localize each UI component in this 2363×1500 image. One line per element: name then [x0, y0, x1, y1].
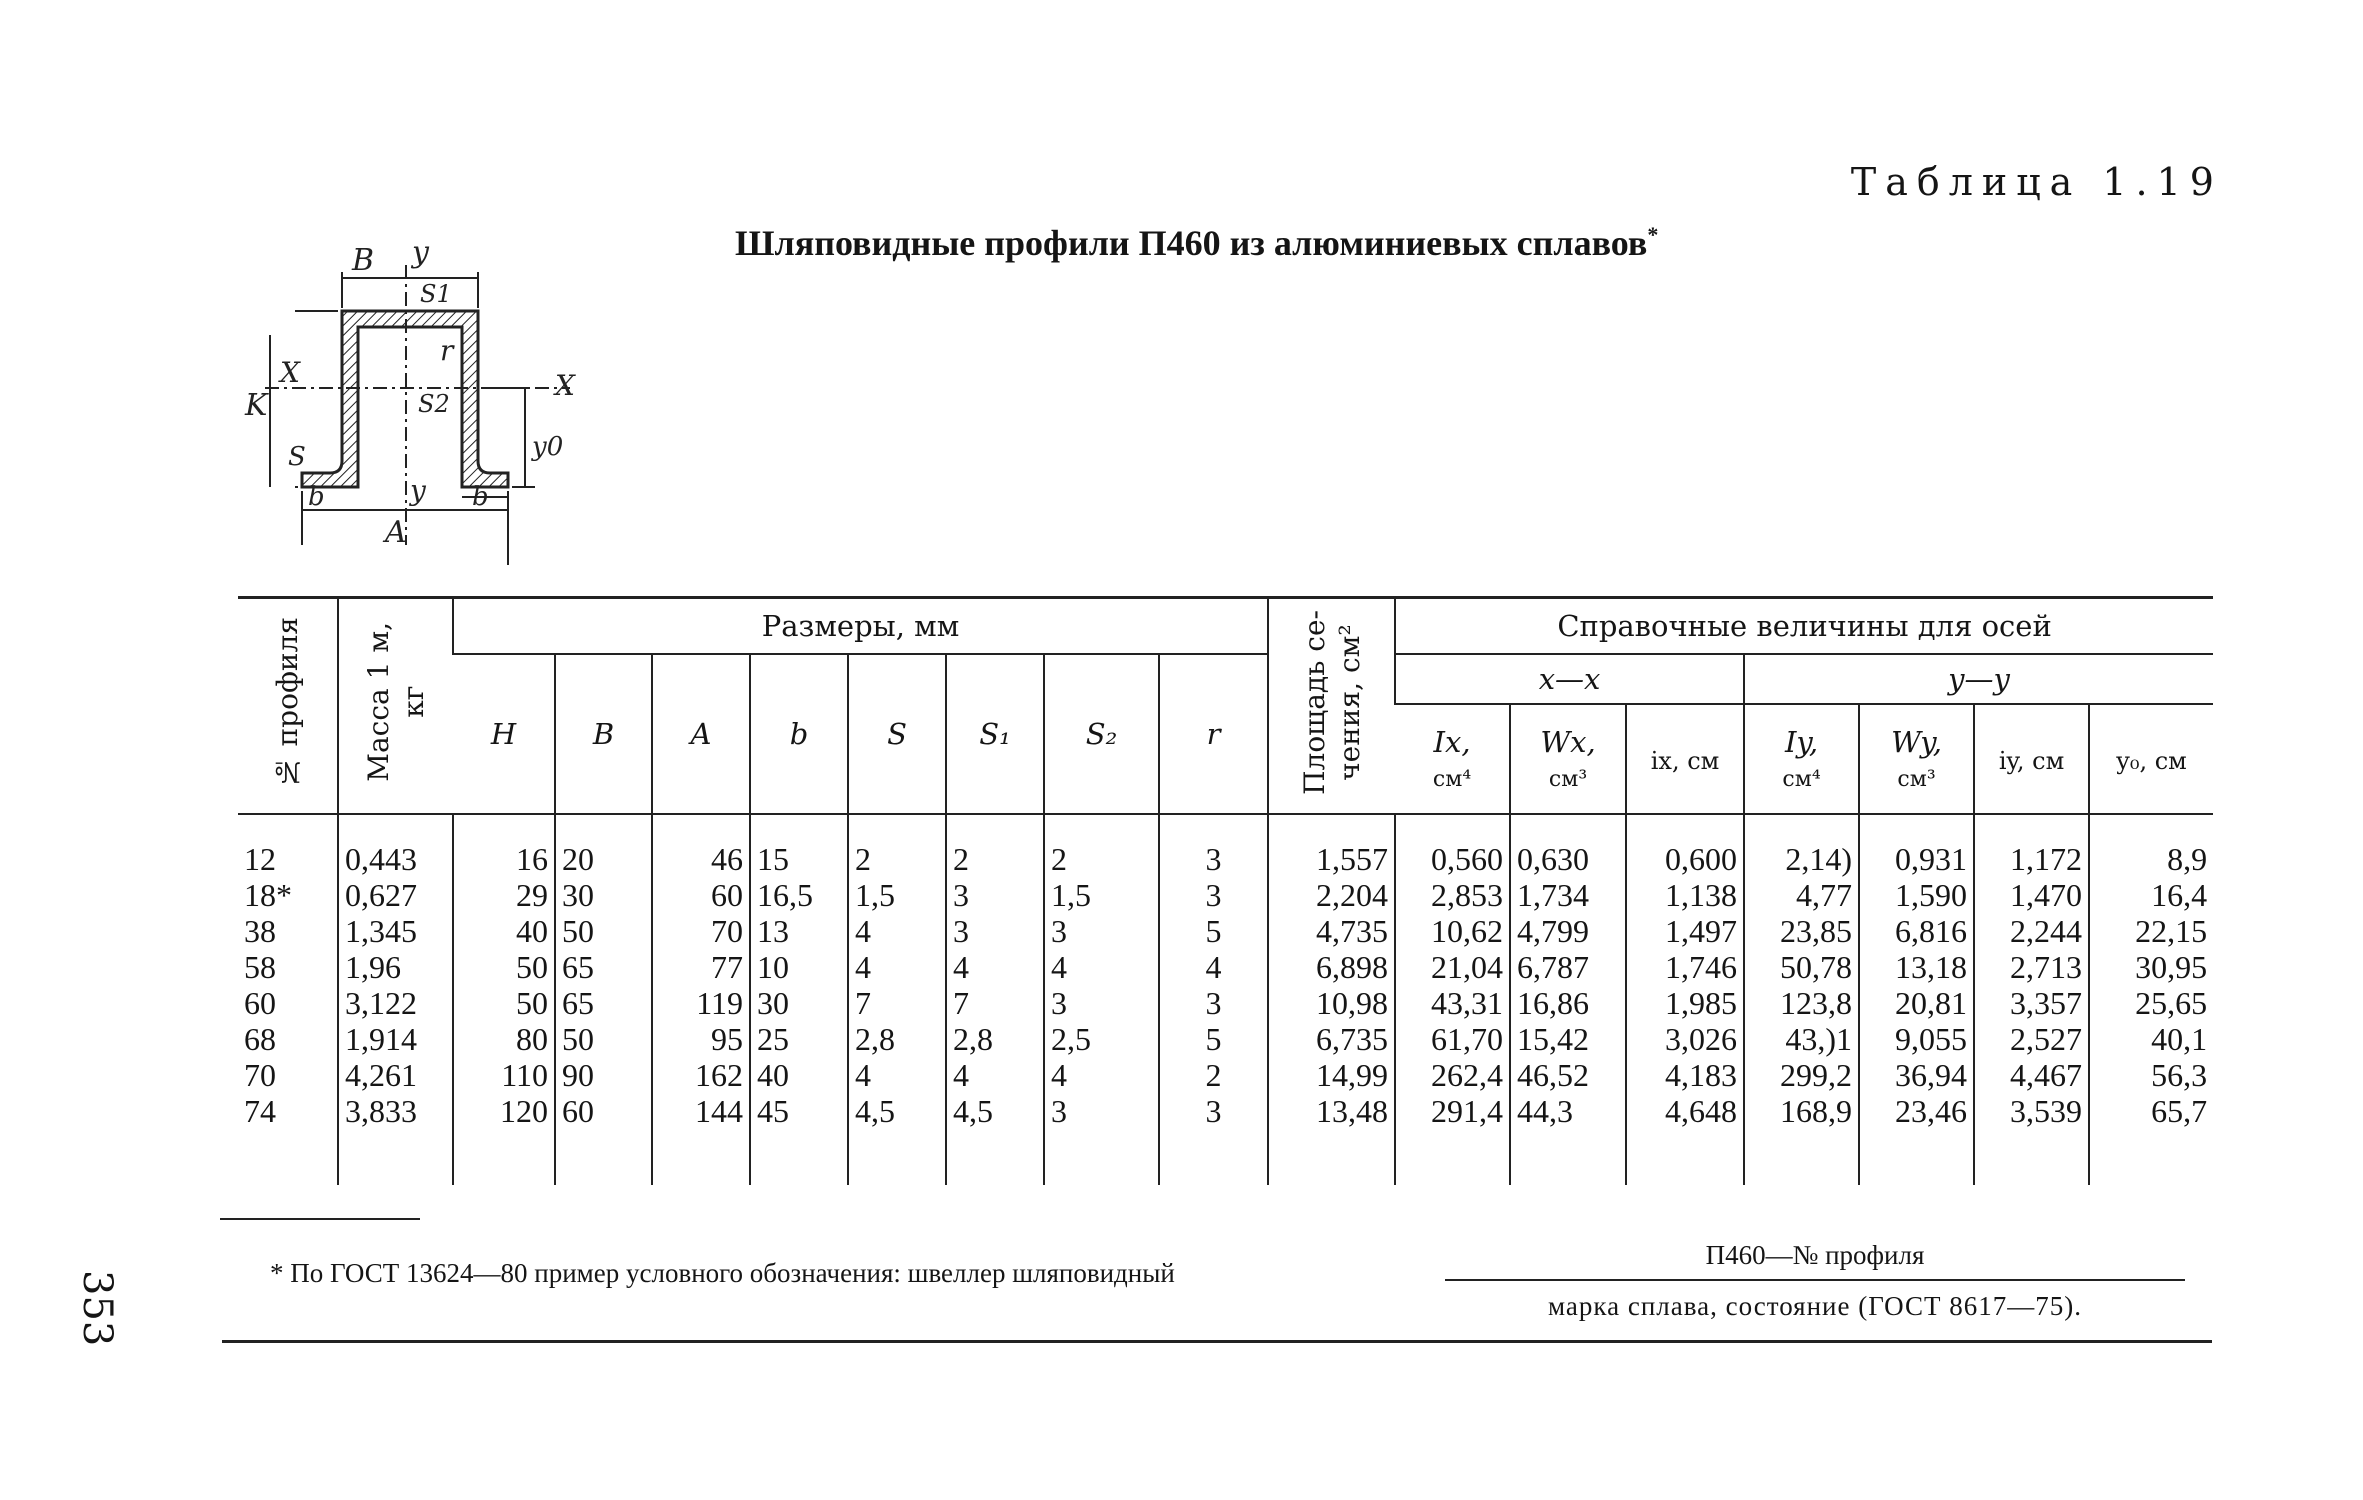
cell-r: 3 — [1159, 877, 1268, 913]
header-H: H — [453, 654, 555, 814]
header-B: B — [555, 654, 652, 814]
header-b: b — [750, 654, 848, 814]
table-row — [238, 913, 2213, 949]
cell-Wy: 9,055 — [1859, 1021, 1974, 1057]
cell-Ix: 262,4 — [1395, 1057, 1510, 1093]
cell-B: 50 — [555, 913, 652, 949]
page-number: 353 — [74, 1270, 120, 1347]
cell-S2: 4 — [1044, 1057, 1159, 1093]
cell-mass: 1,345 — [338, 913, 453, 949]
cell-Wx: 46,52 — [1510, 1057, 1626, 1093]
cell-no: 74 — [244, 1092, 276, 1129]
cell-S1: 3 — [946, 877, 1044, 913]
cell-area: 14,99 — [1268, 1057, 1395, 1093]
cell-ix: 1,746 — [1626, 949, 1744, 985]
cell-H: 40 — [453, 913, 555, 949]
cell-S2: 2 — [1044, 814, 1159, 877]
cell-Ix: 43,31 — [1395, 985, 1510, 1021]
cell-area: 4,735 — [1268, 913, 1395, 949]
cell-ix: 0,600 — [1626, 814, 1744, 877]
header-S: S — [848, 654, 946, 814]
cell-Ix: 2,853 — [1395, 877, 1510, 913]
header-mass: Масса 1 м, кг — [338, 598, 453, 814]
fraction-numerator: П460—№ профиля — [1705, 1240, 1925, 1270]
table-body — [238, 814, 2213, 1185]
cell-mass: 4,261 — [338, 1057, 453, 1093]
label-S1: S1 — [420, 280, 452, 308]
cell-ix: 1,985 — [1626, 985, 1744, 1021]
cell-H: 80 — [453, 1021, 555, 1057]
cell-Ix: 291,4 — [1395, 1093, 1510, 1185]
cell-b: 15 — [750, 814, 848, 877]
cell-no: 70 — [244, 1056, 276, 1093]
cell-Wx: 1,734 — [1510, 877, 1626, 913]
cell-y0: 30,95 — [2089, 949, 2213, 985]
cell-H: 120 — [453, 1093, 555, 1185]
footnote: * По ГОСТ 13624—80 пример условного обозначения: швеллер шляповидный — [270, 1258, 1175, 1288]
cell-B: 60 — [555, 1093, 652, 1185]
header-area: Площадь се- чения, см² — [1268, 598, 1395, 814]
cell-A: 46 — [652, 814, 750, 877]
header-r: r — [1159, 654, 1268, 814]
cell-iy: 3,539 — [1974, 1093, 2089, 1185]
cell-S2: 3 — [1044, 913, 1159, 949]
cell-area: 13,48 — [1268, 1093, 1395, 1185]
cell-H: 50 — [453, 949, 555, 985]
table-row — [238, 985, 2213, 1021]
cell-S2: 3 — [1044, 985, 1159, 1021]
cell-Wx: 16,86 — [1510, 985, 1626, 1021]
table-label: Таблица 1.19 — [1850, 160, 2223, 204]
cell-Ix: 61,70 — [1395, 1021, 1510, 1057]
header-axis-xx: x—x — [1395, 654, 1744, 704]
profile-cross-section-drawing — [240, 240, 600, 570]
header-S1: S₁ — [946, 654, 1044, 814]
profiles-table-wrap — [238, 596, 2213, 1185]
cell-mass: 1,914 — [338, 1021, 453, 1057]
cell-b: 40 — [750, 1057, 848, 1093]
table-row — [238, 949, 2213, 985]
cell-B: 20 — [555, 814, 652, 877]
cell-r: 5 — [1159, 913, 1268, 949]
cell-ix: 3,026 — [1626, 1021, 1744, 1057]
cell-S1: 4 — [946, 1057, 1044, 1093]
cell-area: 6,898 — [1268, 949, 1395, 985]
cell-S: 2 — [848, 814, 946, 877]
cell-H: 110 — [453, 1057, 555, 1093]
cell-b: 45 — [750, 1093, 848, 1185]
cell-area: 1,557 — [1268, 814, 1395, 877]
cell-Iy: 123,8 — [1744, 985, 1859, 1021]
cell-S1: 2,8 — [946, 1021, 1044, 1057]
cell-ix: 4,648 — [1626, 1093, 1744, 1185]
profiles-table — [238, 596, 2213, 1185]
table-row — [238, 877, 2213, 913]
cell-Wx: 15,42 — [1510, 1021, 1626, 1057]
cell-Wy: 20,81 — [1859, 985, 1974, 1021]
header-S2: S₂ — [1044, 654, 1159, 814]
label-B: B — [352, 243, 375, 278]
cell-no: 60 — [244, 984, 276, 1021]
fraction-denominator: марка сплава, состояние (ГОСТ 8617—75). — [1548, 1291, 2082, 1321]
cell-no: 18* — [244, 876, 292, 913]
label-b-right: b — [472, 482, 489, 512]
cell-Wy: 23,46 — [1859, 1093, 1974, 1185]
header-profile-no: № профиля — [238, 598, 338, 814]
cell-no: 58 — [244, 948, 276, 985]
cell-no: 38 — [244, 912, 276, 949]
cell-iy: 3,357 — [1974, 985, 2089, 1021]
cell-area: 2,204 — [1268, 877, 1395, 913]
cell-S: 4 — [848, 1057, 946, 1093]
cell-Wy: 13,18 — [1859, 949, 1974, 985]
label-S: S — [288, 442, 306, 472]
cell-b: 16,5 — [750, 877, 848, 913]
header-axis-yy: y—y — [1744, 654, 2213, 704]
label-S2: S2 — [418, 390, 450, 418]
header-Wy: Wy, см³ — [1859, 704, 1974, 814]
table-title — [735, 222, 1658, 264]
header-A: A — [652, 654, 750, 814]
cell-Wx: 4,799 — [1510, 913, 1626, 949]
cell-Iy: 2,14) — [1744, 814, 1859, 877]
cell-H: 16 — [453, 814, 555, 877]
cell-mass: 0,443 — [338, 814, 453, 877]
cell-b: 13 — [750, 913, 848, 949]
label-y-bottom: y — [410, 474, 426, 507]
cell-Wx: 0,630 — [1510, 814, 1626, 877]
footnote-separator — [220, 1218, 420, 1220]
cell-y0: 25,65 — [2089, 985, 2213, 1021]
cell-S: 7 — [848, 985, 946, 1021]
cell-S2: 2,5 — [1044, 1021, 1159, 1057]
designation-fraction — [1445, 1240, 2185, 1322]
cell-mass: 3,122 — [338, 985, 453, 1021]
bottom-rule — [222, 1340, 2212, 1343]
cell-iy: 1,470 — [1974, 877, 2089, 913]
cell-Wx: 44,3 — [1510, 1093, 1626, 1185]
cell-Iy: 4,77 — [1744, 877, 1859, 913]
cell-S2: 1,5 — [1044, 877, 1159, 913]
cell-S1: 4 — [946, 949, 1044, 985]
cell-ix: 1,138 — [1626, 877, 1744, 913]
cell-r: 3 — [1159, 814, 1268, 877]
cell-B: 50 — [555, 1021, 652, 1057]
cell-Wy: 36,94 — [1859, 1057, 1974, 1093]
cell-B: 30 — [555, 877, 652, 913]
title-footnote-mark: * — [1647, 222, 1659, 247]
cell-S: 4 — [848, 913, 946, 949]
cell-A: 60 — [652, 877, 750, 913]
cell-S2: 3 — [1044, 1093, 1159, 1185]
label-y0: y0 — [532, 432, 564, 462]
cell-y0: 16,4 — [2089, 877, 2213, 913]
label-K: K — [245, 388, 268, 423]
cell-A: 70 — [652, 913, 750, 949]
cell-b: 25 — [750, 1021, 848, 1057]
cell-area: 6,735 — [1268, 1021, 1395, 1057]
cell-S1: 3 — [946, 913, 1044, 949]
table-row — [238, 1057, 2213, 1093]
cell-H: 29 — [453, 877, 555, 913]
header-ix: ix, см — [1626, 704, 1744, 814]
cell-Iy: 23,85 — [1744, 913, 1859, 949]
label-X-right: X — [555, 369, 575, 402]
cell-A: 77 — [652, 949, 750, 985]
cell-A: 119 — [652, 985, 750, 1021]
cell-r: 3 — [1159, 1093, 1268, 1185]
cell-r: 5 — [1159, 1021, 1268, 1057]
cell-mass: 1,96 — [338, 949, 453, 985]
cell-ix: 1,497 — [1626, 913, 1744, 949]
cell-A: 144 — [652, 1093, 750, 1185]
cell-Iy: 299,2 — [1744, 1057, 1859, 1093]
cell-iy: 4,467 — [1974, 1057, 2089, 1093]
label-A: A — [385, 515, 407, 550]
cell-S2: 4 — [1044, 949, 1159, 985]
cell-r: 4 — [1159, 949, 1268, 985]
cell-S: 4,5 — [848, 1093, 946, 1185]
header-iy: iy, см — [1974, 704, 2089, 814]
cell-y0: 8,9 — [2089, 814, 2213, 877]
cell-Iy: 50,78 — [1744, 949, 1859, 985]
cell-no: 68 — [244, 1020, 276, 1057]
cell-Ix: 21,04 — [1395, 949, 1510, 985]
cell-B: 65 — [555, 949, 652, 985]
cell-r: 2 — [1159, 1057, 1268, 1093]
cell-mass: 3,833 — [338, 1093, 453, 1185]
cell-B: 65 — [555, 985, 652, 1021]
cell-Ix: 10,62 — [1395, 913, 1510, 949]
header-Wx: Wx, см³ — [1510, 704, 1626, 814]
cell-b: 10 — [750, 949, 848, 985]
cell-Wy: 1,590 — [1859, 877, 1974, 913]
cell-S1: 7 — [946, 985, 1044, 1021]
cell-Wy: 6,816 — [1859, 913, 1974, 949]
cell-iy: 2,713 — [1974, 949, 2089, 985]
cell-y0: 56,3 — [2089, 1057, 2213, 1093]
cell-Ix: 0,560 — [1395, 814, 1510, 877]
cell-area: 10,98 — [1268, 985, 1395, 1021]
table-row — [238, 814, 2213, 877]
cell-iy: 1,172 — [1974, 814, 2089, 877]
cell-S: 1,5 — [848, 877, 946, 913]
cell-H: 50 — [453, 985, 555, 1021]
cell-Iy: 43,)1 — [1744, 1021, 1859, 1057]
cell-A: 95 — [652, 1021, 750, 1057]
cell-A: 162 — [652, 1057, 750, 1093]
header-y0: y₀, см — [2089, 704, 2213, 814]
header-reference-group: Справочные величины для осей — [1395, 598, 2213, 654]
cell-no: 12 — [244, 840, 276, 877]
title-text: Шляповидные профили П460 из алюминиевых сплавов — [735, 223, 1648, 263]
cell-y0: 40,1 — [2089, 1021, 2213, 1057]
table-row — [238, 1021, 2213, 1057]
cell-Wx: 6,787 — [1510, 949, 1626, 985]
cell-y0: 22,15 — [2089, 913, 2213, 949]
header-Ix: Ix, см⁴ — [1395, 704, 1510, 814]
header-Iy: Iy, см⁴ — [1744, 704, 1859, 814]
label-b-left: b — [308, 482, 325, 512]
cell-Wy: 0,931 — [1859, 814, 1974, 877]
cell-iy: 2,244 — [1974, 913, 2089, 949]
label-X-left: X — [280, 356, 300, 389]
cell-S: 2,8 — [848, 1021, 946, 1057]
table-row — [238, 1093, 2213, 1185]
cell-r: 3 — [1159, 985, 1268, 1021]
header-dimensions-group: Размеры, мм — [453, 598, 1268, 654]
cell-ix: 4,183 — [1626, 1057, 1744, 1093]
cell-B: 90 — [555, 1057, 652, 1093]
label-y-top: y — [412, 240, 429, 270]
cell-b: 30 — [750, 985, 848, 1021]
label-r-top: r — [440, 334, 454, 367]
cell-iy: 2,527 — [1974, 1021, 2089, 1057]
cell-Iy: 168,9 — [1744, 1093, 1859, 1185]
cell-S1: 4,5 — [946, 1093, 1044, 1185]
cell-mass: 0,627 — [338, 877, 453, 913]
cell-S1: 2 — [946, 814, 1044, 877]
cell-S: 4 — [848, 949, 946, 985]
cell-y0: 65,7 — [2089, 1093, 2213, 1185]
